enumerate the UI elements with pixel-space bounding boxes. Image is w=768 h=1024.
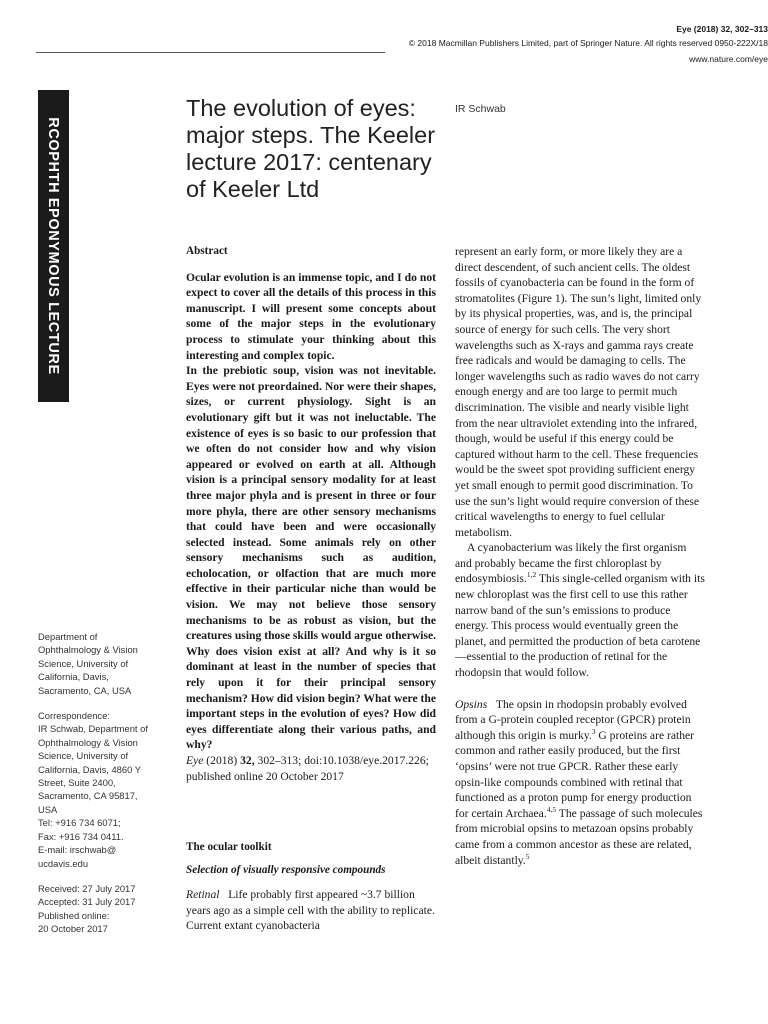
affiliation-line: Department of bbox=[38, 631, 98, 642]
abstract-citation bbox=[186, 753, 436, 784]
affiliation-line: Ophthalmology & Vision bbox=[38, 644, 138, 656]
correspondence-phone: Tel: +916 734 6071; bbox=[38, 817, 121, 829]
journal-citation-line: Eye (2018) 32, 302–313 bbox=[676, 24, 768, 34]
journal-url[interactable]: www.nature.com/eye bbox=[689, 54, 768, 64]
body-paragraph-2 bbox=[455, 540, 705, 680]
citation-volume: 32, bbox=[240, 754, 255, 767]
body-paragraph-2-text-a: A cyanobacterium was likely the first organism and probably became the first chloroplast by endosymbiosis. bbox=[455, 541, 687, 586]
copyright-line: © 2018 Macmillan Publishers Limited, part of Springer Nature. All rights reserved 0950-222X/18 bbox=[408, 38, 768, 48]
correspondence-block bbox=[38, 709, 158, 870]
retinal-paragraph bbox=[186, 887, 436, 934]
correspondence-line: Correspondence: bbox=[38, 710, 110, 722]
correspondence-line: USA bbox=[38, 803, 58, 815]
correspondence-email[interactable]: ucdavis.edu bbox=[38, 857, 89, 869]
dates-block bbox=[38, 882, 158, 936]
correspondence-line: Sacramento, CA 95817, bbox=[38, 790, 138, 802]
published-online-label: Published online: bbox=[38, 909, 110, 921]
citation-details: 302–313; doi:10.1038/eye.2017.226; published online 20 October 2017 bbox=[186, 754, 429, 783]
abstract-column bbox=[186, 244, 436, 784]
subsection-heading-selection: Selection of visually responsive compounds bbox=[186, 864, 386, 876]
reference-superscript[interactable]: 3 bbox=[591, 726, 596, 736]
correspondence-line: Science, University of bbox=[38, 750, 129, 762]
abstract-paragraph-1: Ocular evolution is an immense topic, and I do not expect to cover all the details of this process in this manuscript. I will present some concepts about some of the major steps in the evolutionary process to stimulate your thinking about this interesting and complex topic. bbox=[186, 270, 436, 362]
correspondence-fax: Fax: +916 734 0411. bbox=[38, 830, 124, 842]
retinal-text: Life probably first appeared ~3.7 billion years ago as a simple cell with the ability to replicate. Current extant cyanobacteria bbox=[186, 888, 435, 933]
citation-year: (2018) bbox=[206, 754, 238, 767]
correspondence-line: IR Schwab, Department of bbox=[38, 723, 148, 735]
header-rule bbox=[36, 52, 385, 53]
body-right-column bbox=[455, 244, 705, 868]
opsins-text-a: The opsin in rhodopsin probably evolved from a G-protein coupled receptor (GPCR) protein although this origin is murky. bbox=[455, 697, 691, 742]
section-side-label bbox=[38, 90, 69, 402]
retinal-run-in-heading: Retinal bbox=[186, 888, 220, 901]
affiliation-line: Sacramento, CA, USA bbox=[38, 684, 132, 696]
citation-journal: Eye bbox=[186, 754, 204, 767]
abstract-body bbox=[186, 270, 436, 753]
correspondence-line: Street, Suite 2400, bbox=[38, 777, 116, 789]
opsins-text-c: The passage of such molecules from microbial opsins to metazoan opsins probably came from a common ancestor as these are related, albeit distantly. bbox=[455, 806, 703, 867]
body-paragraph-1: represent an early form, or more likely they are a direct descendent, of such ancient cells. The oldest fossils of cyanobacteria can be found in the form of stromatolites (Figure 1). The sun’s light, limited only by its physical properties, was, and is, the principal source of energy for such cells. The very short wavelengths such as X-rays and gamma rays create free radicals and would be damaging to cells. The longer wavelengths such as radio waves do not carry enough energy and are too large to permit much discrimination. The visible and nearly visible light from the near ultraviolet extending into the infrared, though, would be useful if this energy could be captured without harm to the cell. These frequencies would be the sweet spot providing sufficient energy yet small enough to permit good discrimination. To use the sun’s light would require conversion of these critical wavelengths to energy to fuel cellular metabolism. bbox=[455, 245, 702, 539]
article-title: The evolution of eyes: major steps. The Keeler lecture 2017: centenary of Keeler Ltd bbox=[186, 95, 436, 202]
opsins-run-in-heading: Opsins bbox=[455, 697, 488, 711]
abstract-heading: Abstract bbox=[186, 245, 228, 257]
article-author: IR Schwab bbox=[455, 103, 506, 115]
abstract-paragraph-2: In the prebiotic soup, vision was not inevitable. Eyes were not preordained. Nor were their shapes, sizes, or current physiology. Sight is an evolutionary gift but it was not ineluctable. The existence of eyes is so basic to our profession that we often do not consider how and why vision appeared or evolved on earth at all. Although vision is a principal sensory modality for at least three major phyla and is present in three or four more phyla, there are other sensory mechanisms that could have been and were occasionally selected instead. Some animals rely on other sensory mechanisms such as audition, echolocation, or olfaction that are much more effective in their particular niche than would be vision. We may not believe those sensory mechanisms to be as robust as vision, but the creatures using those skills would argue otherwise. Why does vision exist at all? And why is it so dominant at least in the number of species that rely upon it for their principal sensory mechanism? How did vision begin? What were the important steps in the evolution of eyes? How did eyes differentiate along their various paths, and why? bbox=[186, 364, 436, 752]
body-paragraph-2-text-b: This single-celled organism with its new chloroplast was the first cell to use this rather narrow band of the sun’s emissions to produce energy. This process would eventually green the planet, and permitted the production of beta carotene—essential to the production of retinal for the rhodopsin that would follow. bbox=[455, 572, 705, 680]
affiliation-block bbox=[38, 630, 158, 697]
reference-superscript[interactable]: 5 bbox=[525, 851, 530, 861]
opsins-text-b: G proteins are rather common and rather easily produced, but the first ‘opsins’ were not true GPCR. Rather these early opsin-like compounds combined with retinal that functioned as a proton pump for energy production for certain Archaea. bbox=[455, 728, 695, 820]
correspondence-line: Ophthalmology & Vision bbox=[38, 736, 138, 748]
affiliation-line: Science, University of bbox=[38, 657, 129, 669]
opsins-paragraph bbox=[455, 697, 705, 869]
published-online-date: 20 October 2017 bbox=[38, 923, 108, 935]
affiliation-sidebar bbox=[38, 630, 158, 948]
affiliation-line: California, Davis, bbox=[38, 671, 109, 683]
accepted-date: Accepted: 31 July 2017 bbox=[38, 896, 136, 908]
section-heading-ocular-toolkit: The ocular toolkit bbox=[186, 841, 272, 853]
correspondence-line: California, Davis, 4860 Y bbox=[38, 763, 142, 775]
side-label-text: RCOPHTH EPONYMOUS LECTURE bbox=[45, 117, 61, 375]
correspondence-email[interactable]: E-mail: irschwab@ bbox=[38, 844, 117, 856]
received-date: Received: 27 July 2017 bbox=[38, 882, 136, 894]
reference-superscript[interactable]: 1,2 bbox=[526, 570, 537, 580]
reference-superscript[interactable]: 4,5 bbox=[546, 804, 557, 814]
